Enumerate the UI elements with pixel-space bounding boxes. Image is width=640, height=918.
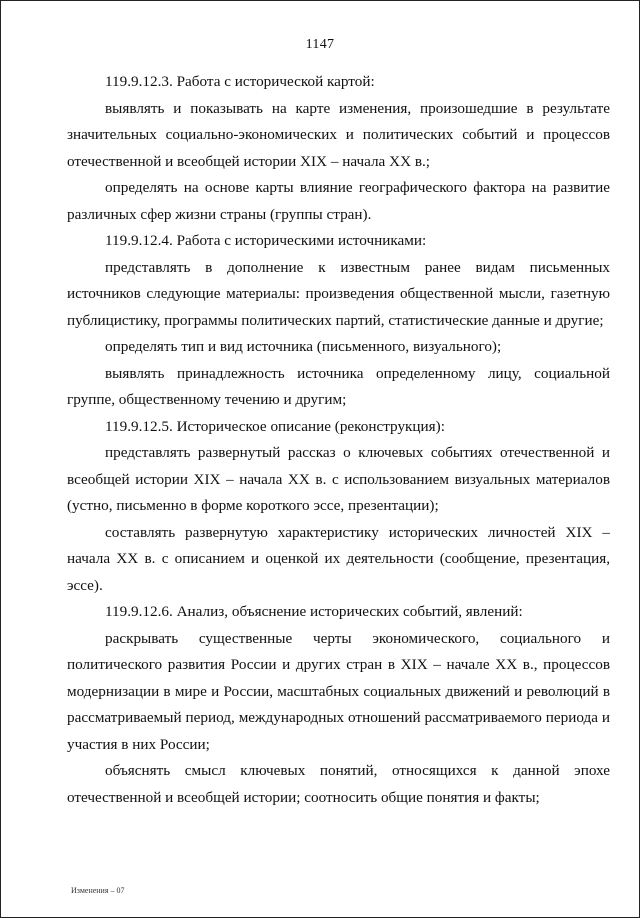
paragraph-geographic-factor: определять на основе карты влияние географического фактора на развитие различных сфер жизни страны (группы стран).: [67, 179, 610, 223]
page-number: 1147: [305, 37, 335, 52]
document-body: [67, 69, 610, 811]
section-heading-description: 119.9.12.5. Историческое описание (реконструкция):: [105, 417, 445, 435]
paragraph-development-features: раскрывать существенные черты экономического, социального и политического развития России и других стран в XIX – начале XX в., процессов модернизации в мире и России, масштабных социальных движений и революций в рассматриваемый период, международных отношений рассматриваемого периода и участия в них России;: [67, 629, 610, 753]
paragraph-source-affiliation: выявлять принадлежность источника определенному лицу, социальной группе, общественному течению и другим;: [67, 364, 610, 408]
paragraph-personalities: составлять развернутую характеристику исторических личностей XIX – начала XX в. с описанием и оценкой их деятельности (сообщение, презентация, эссе).: [67, 523, 610, 594]
paragraph-source-type: определять тип и вид источника (письменного, визуального);: [105, 338, 502, 355]
paragraph-detailed-story: представлять развернутый рассказ о ключевых событиях отечественной и всеобщей истории XIX – начала XX в. с использованием визуальных материалов (устно, письменно в форме короткого эссе, презентации);: [67, 444, 610, 514]
section-heading-analysis: 119.9.12.6. Анализ, объяснение исторических событий, явлений:: [105, 603, 523, 620]
paragraph-map-changes: выявлять и показывать на карте изменения, произошедшие в результате значительных социально-экономических и политических событий и процессов отечественной и всеобщей истории XIX – начала XX в.;: [67, 99, 610, 170]
section-heading-sources: 119.9.12.4. Работа с историческими источниками:: [105, 232, 427, 249]
section-heading-map-work: 119.9.12.3. Работа с исторической картой:: [105, 73, 375, 90]
paragraph-written-sources: представлять в дополнение к известным ранее видам письменных источников следующие материалы: произведения общественной мысли, газетную публицистику, программы политических партий, статистические данные и другие;: [67, 258, 610, 329]
paragraph-key-concepts: объяснять смысл ключевых понятий, относящихся к данной эпохе отечественной и всеобщей истории; соотносить общие понятия и факты;: [67, 762, 610, 806]
footer-revision: Изменения – 07: [71, 886, 125, 895]
